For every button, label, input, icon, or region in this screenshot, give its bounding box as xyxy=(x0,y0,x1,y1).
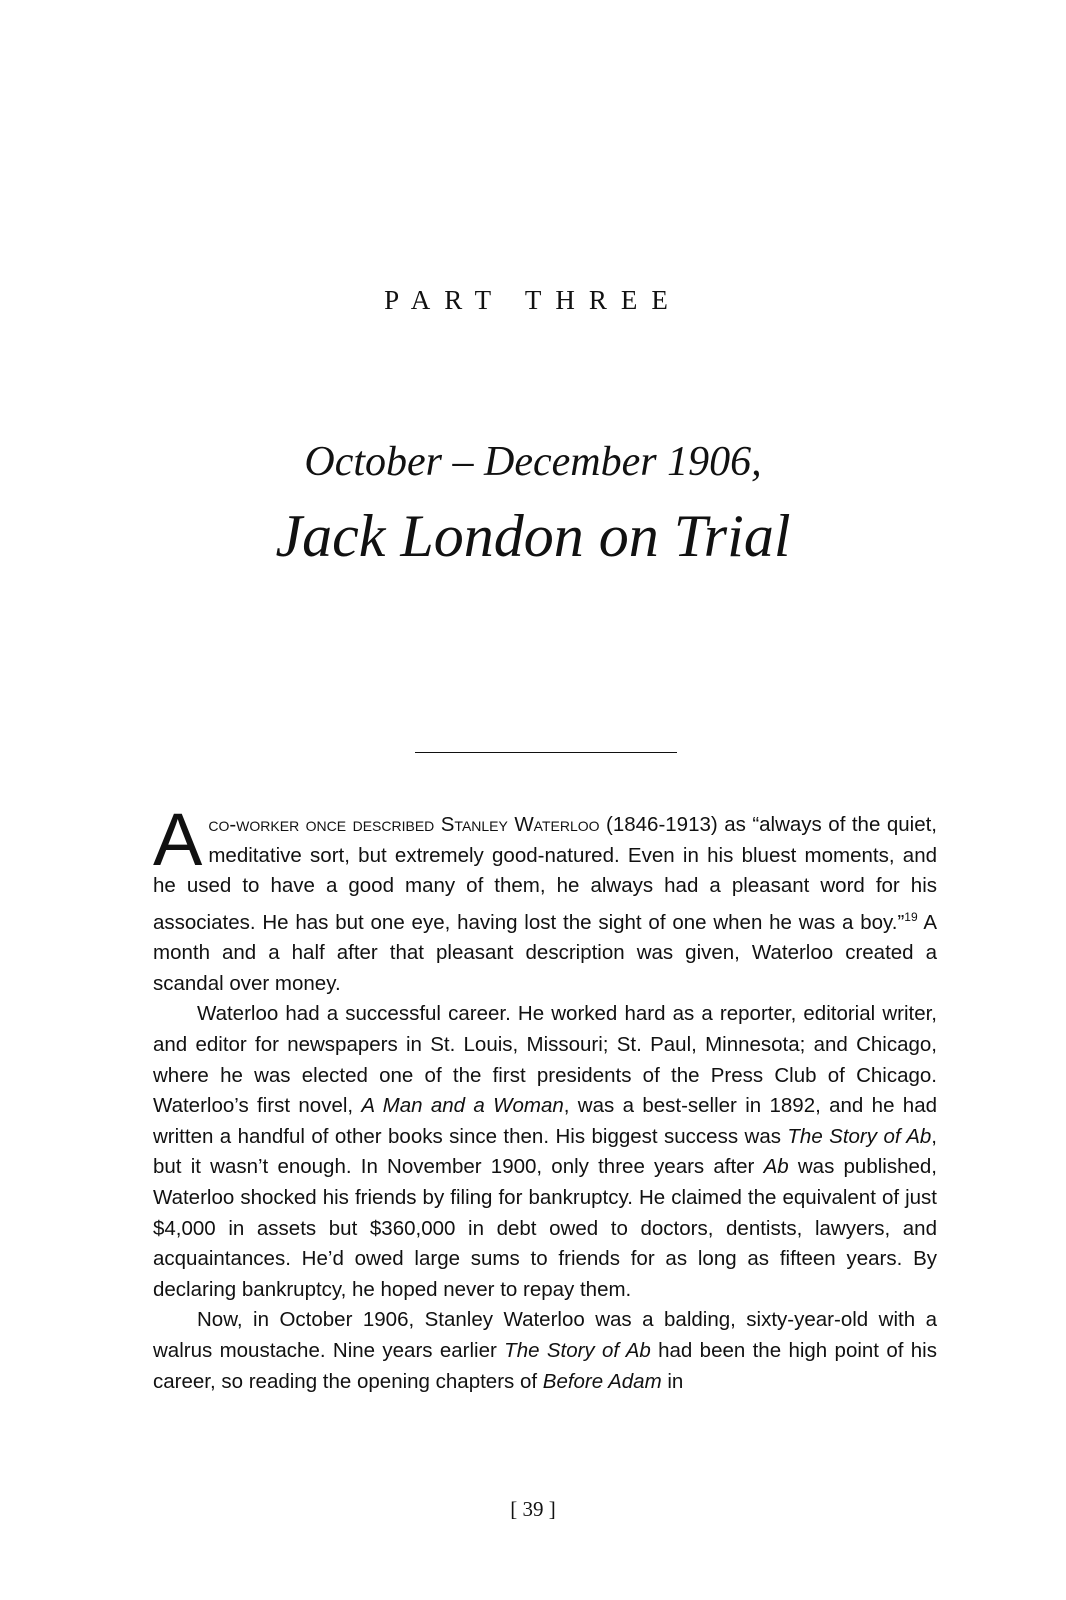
text-run: in xyxy=(661,1369,684,1393)
text-run: Now, in October 1906, Stanley Waterloo was a balding, sixty-year-old with a walrus moustache. Nine years earlier xyxy=(153,1308,937,1362)
text-run: was published, Waterloo shocked his friends by filing for bankruptcy. He claimed the equivalent of just $4,000 in assets but $360,000 in debt owed to doctors, dentists, lawyers, and acquaintances. He’d owed large sums to friends for as long as fifteen years. By declaring bankruptcy, he hoped never to repay them. xyxy=(153,1155,937,1301)
book-title: The Story of Ab xyxy=(787,1124,932,1148)
section-divider xyxy=(415,752,677,753)
paragraph-2 xyxy=(153,999,937,1305)
text-run: , but it wasn’t enough. In November 1900, only three years after xyxy=(153,1124,937,1179)
body-text xyxy=(153,798,937,1397)
text-run: had been the high point of his career, so reading the opening chapters of xyxy=(153,1338,937,1393)
opening-text: (1846-1913) as “always of the quiet, meditative sort, but extremely good-natured. Even in his bluest moments, and he used to have a good many of them, he always had a pleasant word for his associates. He has but one eye, having lost the sight of one when he was a boy.” xyxy=(153,813,937,934)
paragraph-3 xyxy=(153,1305,937,1397)
chapter-subtitle: October – December 1906, xyxy=(304,439,762,485)
chapter-title: Jack London on Trial xyxy=(275,503,791,569)
text-run: , was a best-seller in 1892, and he had written a handful of other books since then. His biggest success was xyxy=(153,1094,937,1148)
opening-paragraph xyxy=(153,798,937,999)
opening-text-end: A month and a half after that pleasant description was given, Waterloo created a scandal over money. xyxy=(153,910,937,995)
page-number: [ 39 ] xyxy=(510,1497,556,1521)
part-label: PART THREE xyxy=(384,285,682,315)
book-title: A Man and a Woman xyxy=(361,1094,564,1118)
book-title: The Story of Ab xyxy=(504,1338,651,1362)
small-caps-lead: co-worker once described Stanley Waterloo xyxy=(208,813,600,836)
book-title: Ab xyxy=(763,1155,789,1179)
footnote-ref: 19 xyxy=(904,909,918,924)
text-run: Waterloo had a successful career. He worked hard as a reporter, editorial writer, and editor for newspapers in St. Louis, Missouri; St. Paul, Minnesota; and Chicago, where he was elected one of the first presidents of the Press Club of Chicago. Waterloo’s first novel, xyxy=(153,1002,937,1118)
book-title: Before Adam xyxy=(542,1369,662,1393)
drop-cap: A xyxy=(153,798,203,881)
